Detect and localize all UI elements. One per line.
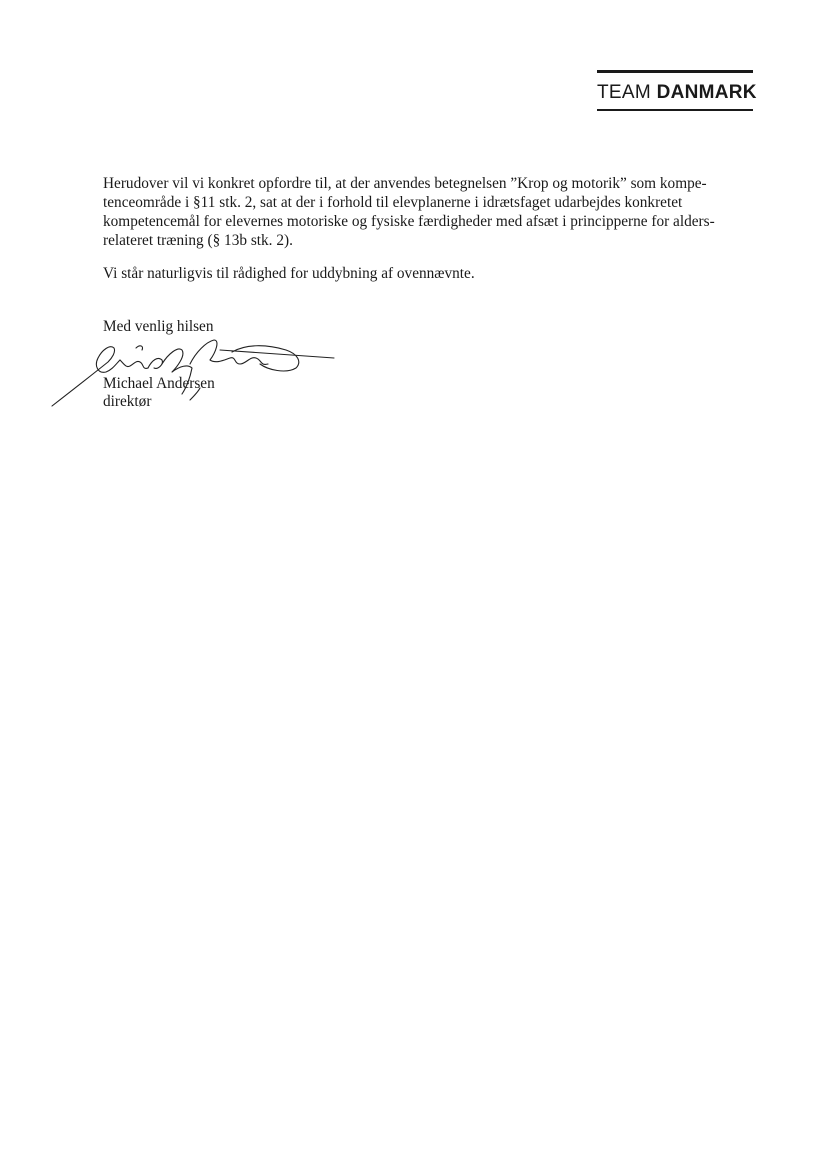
signatory-name: Michael Andersen [103, 375, 215, 392]
paragraph-line: kompetencemål for elevernes motoriske og fysiske færdigheder med afsæt i principperne for alders- [103, 213, 715, 230]
body-paragraph-2 [103, 264, 763, 283]
body-paragraph-1 [103, 174, 763, 250]
paragraph-line: Vi står naturligvis til rådighed for uddybning af ovennævnte. [103, 265, 475, 282]
signatory-title: direktør [103, 393, 152, 410]
logo-word-team: TEAM [597, 82, 651, 103]
logo-word-danmark: DANMARK [656, 82, 757, 103]
paragraph-line: Herudover vil vi konkret opfordre til, at der anvendes betegnelsen ”Krop og motorik” som kompe- [103, 175, 707, 192]
logo-top-rule [597, 70, 753, 73]
paragraph-line: tenceområde i §11 stk. 2, sat at der i forhold til elevplanerne i idrætsfaget udarbejdes konkretet [103, 194, 683, 211]
team-danmark-logo [597, 70, 757, 111]
paragraph-line: relateret træning (§ 13b stk. 2). [103, 232, 293, 249]
closing-salutation: Med venlig hilsen [103, 318, 214, 335]
logo-bottom-rule [597, 109, 753, 111]
logo-wordmark [597, 82, 757, 103]
